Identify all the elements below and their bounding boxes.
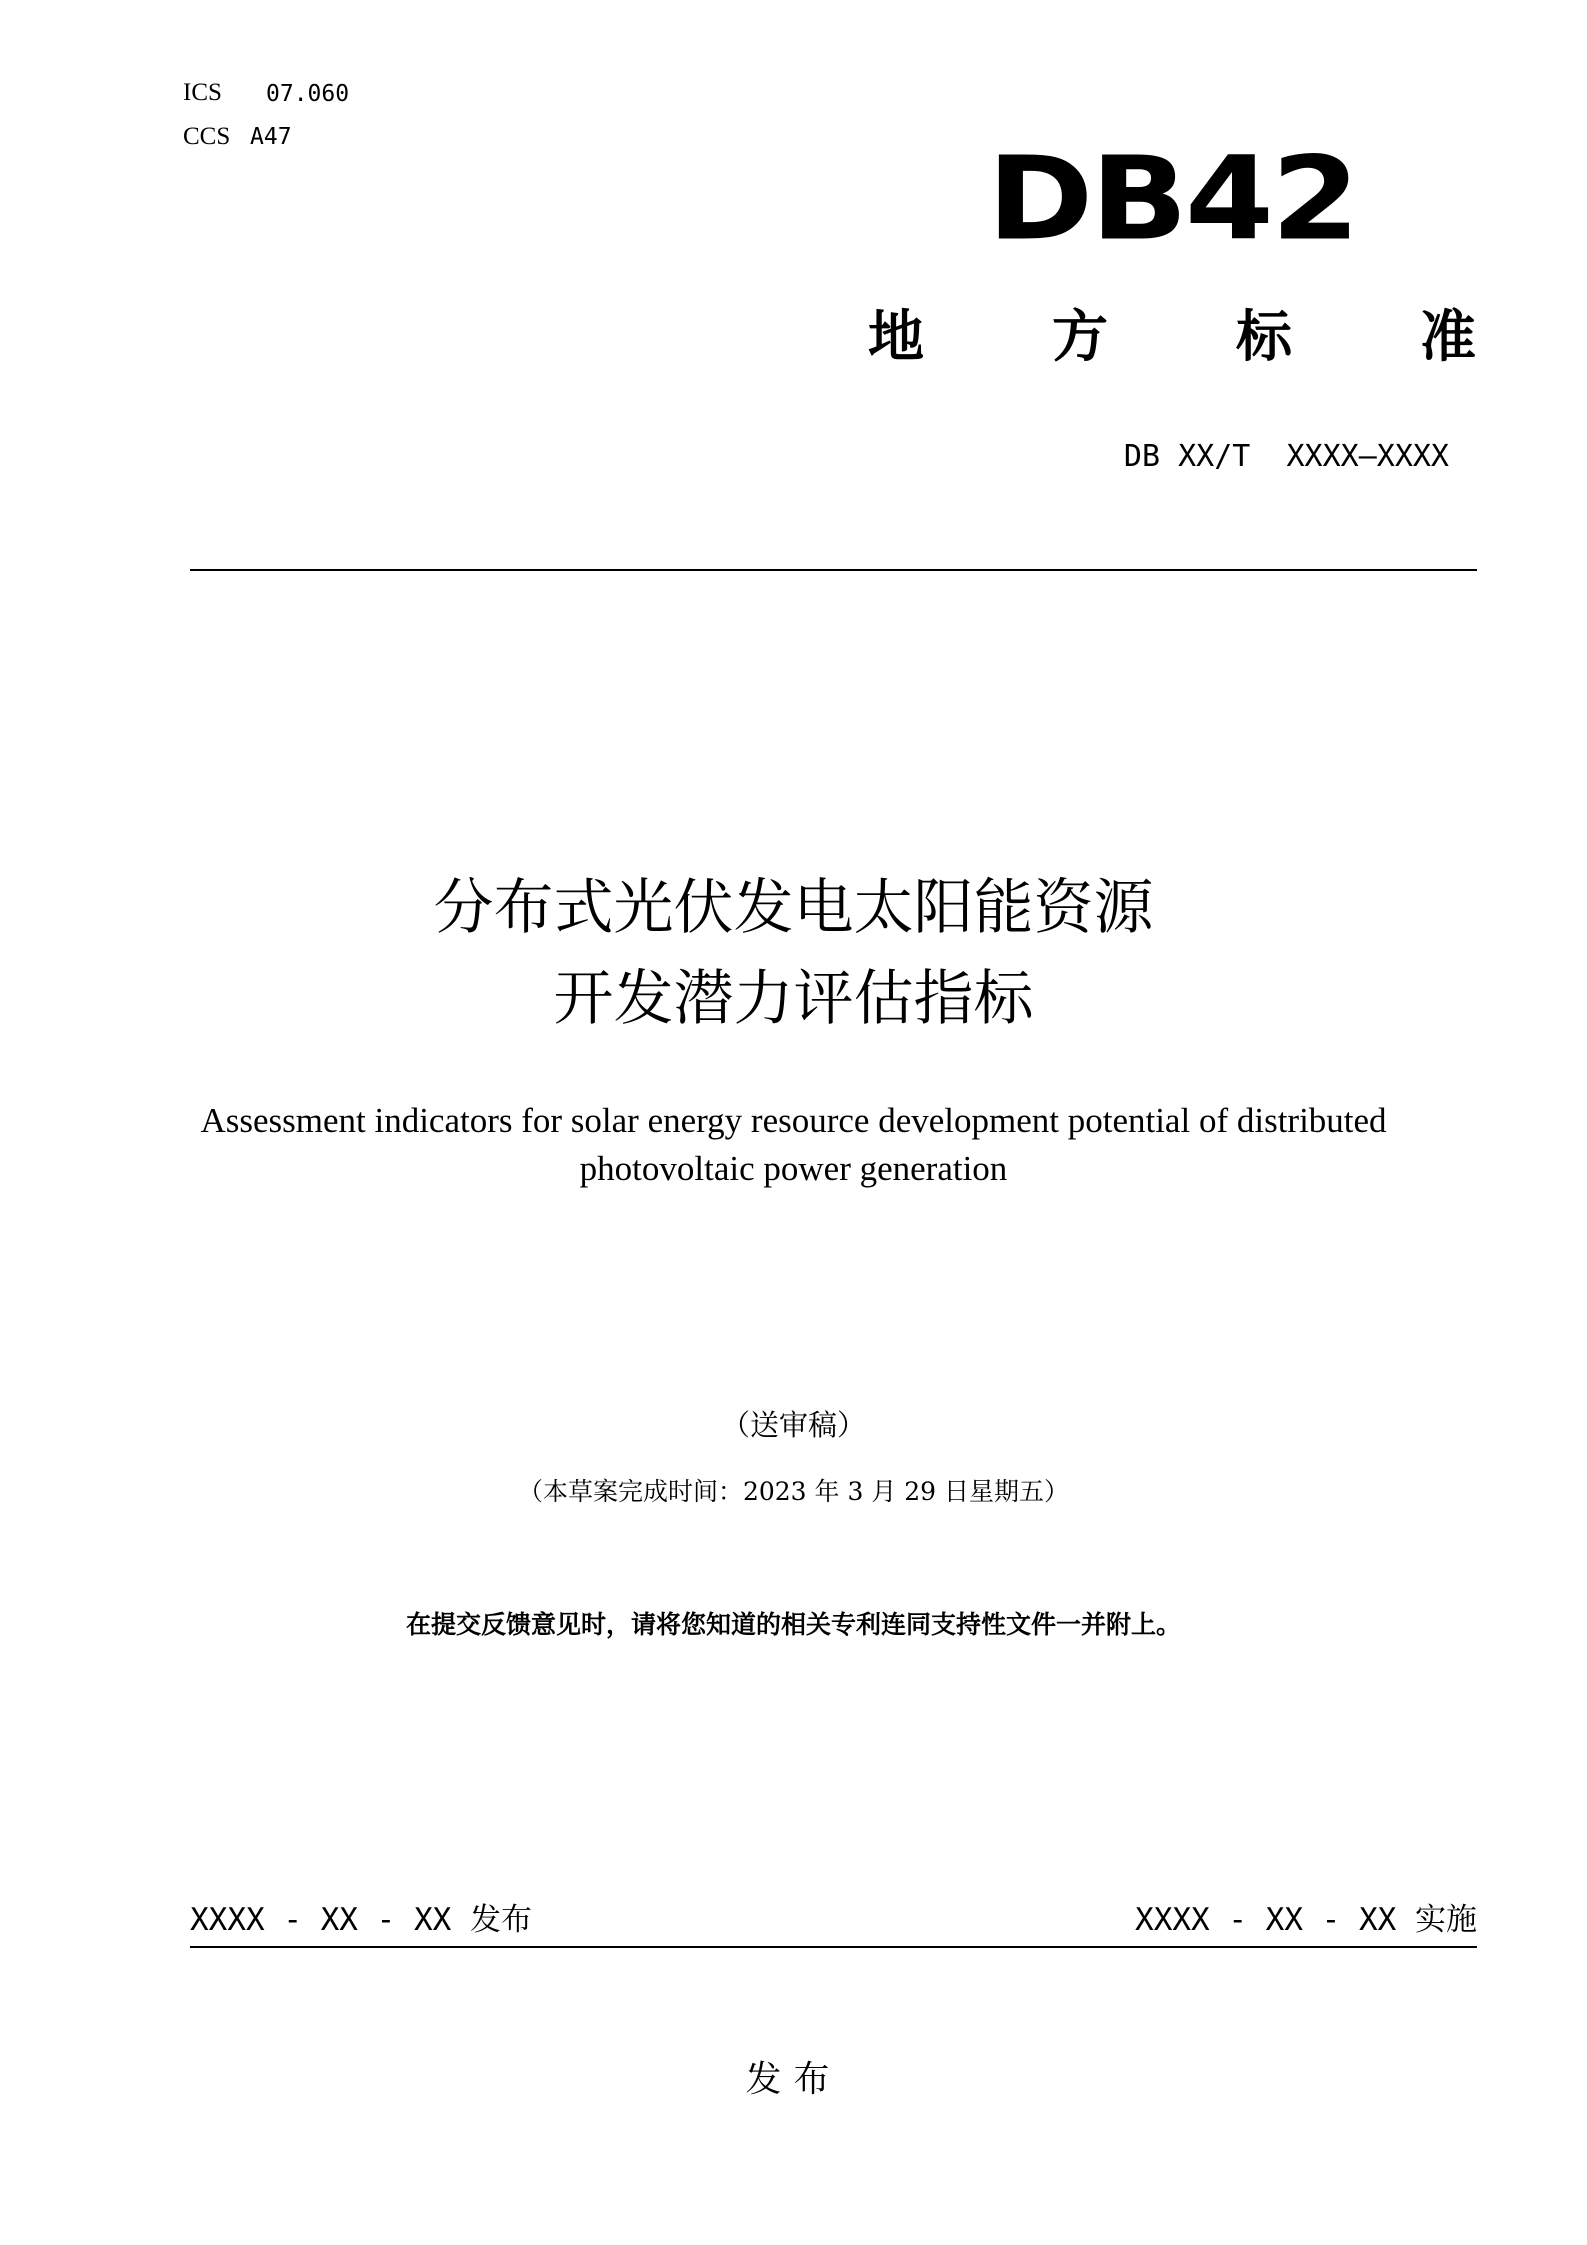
- release-date: [190, 1902, 532, 1938]
- ccs-code: A47: [250, 124, 292, 150]
- title-en-line-1: Assessment indicators for solar energy resource development potential of distributed: [200, 1101, 1387, 1140]
- title-cn-line-1: 分布式光伏发电太阳能资源: [433, 873, 1154, 943]
- footer-divider: [190, 1946, 1477, 1948]
- release-label: 发布: [469, 1902, 532, 1938]
- effective-date: [1135, 1902, 1477, 1938]
- standard-kind-char: 地: [868, 305, 924, 370]
- title-cn-line-2: 开发潜力评估指标: [553, 964, 1034, 1034]
- title-en-line-2: photovoltaic power generation: [579, 1149, 1008, 1188]
- ccs-label: CCS: [183, 123, 231, 150]
- release-date-value: XXXX - XX - XX: [190, 1902, 452, 1938]
- standard-logo: DB42: [987, 132, 1357, 267]
- effective-label: 实施: [1415, 1902, 1477, 1938]
- standard-kind-char: 标: [1236, 305, 1292, 370]
- standard-kind-char: 方: [1052, 305, 1108, 370]
- ics-label: ICS: [183, 79, 222, 106]
- draft-status: （送审稿）: [720, 1408, 866, 1442]
- effective-date-value: XXXX - XX - XX: [1135, 1902, 1397, 1938]
- publisher-label: 发布: [745, 2059, 842, 2100]
- ics-code: 07.060: [266, 81, 350, 107]
- standard-kind: [868, 305, 1476, 370]
- patent-notice: 在提交反馈意见时，请将您知道的相关专利连同支持性文件一并附上。: [405, 1610, 1181, 1639]
- header-divider: [190, 569, 1477, 571]
- standard-number: DB XX/T XXXX—XXXX: [1123, 439, 1449, 474]
- standard-kind-char: 准: [1420, 305, 1476, 370]
- draft-completion-date: （本草案完成时间：2023 年 3 月 29 日星期五）: [517, 1477, 1070, 1506]
